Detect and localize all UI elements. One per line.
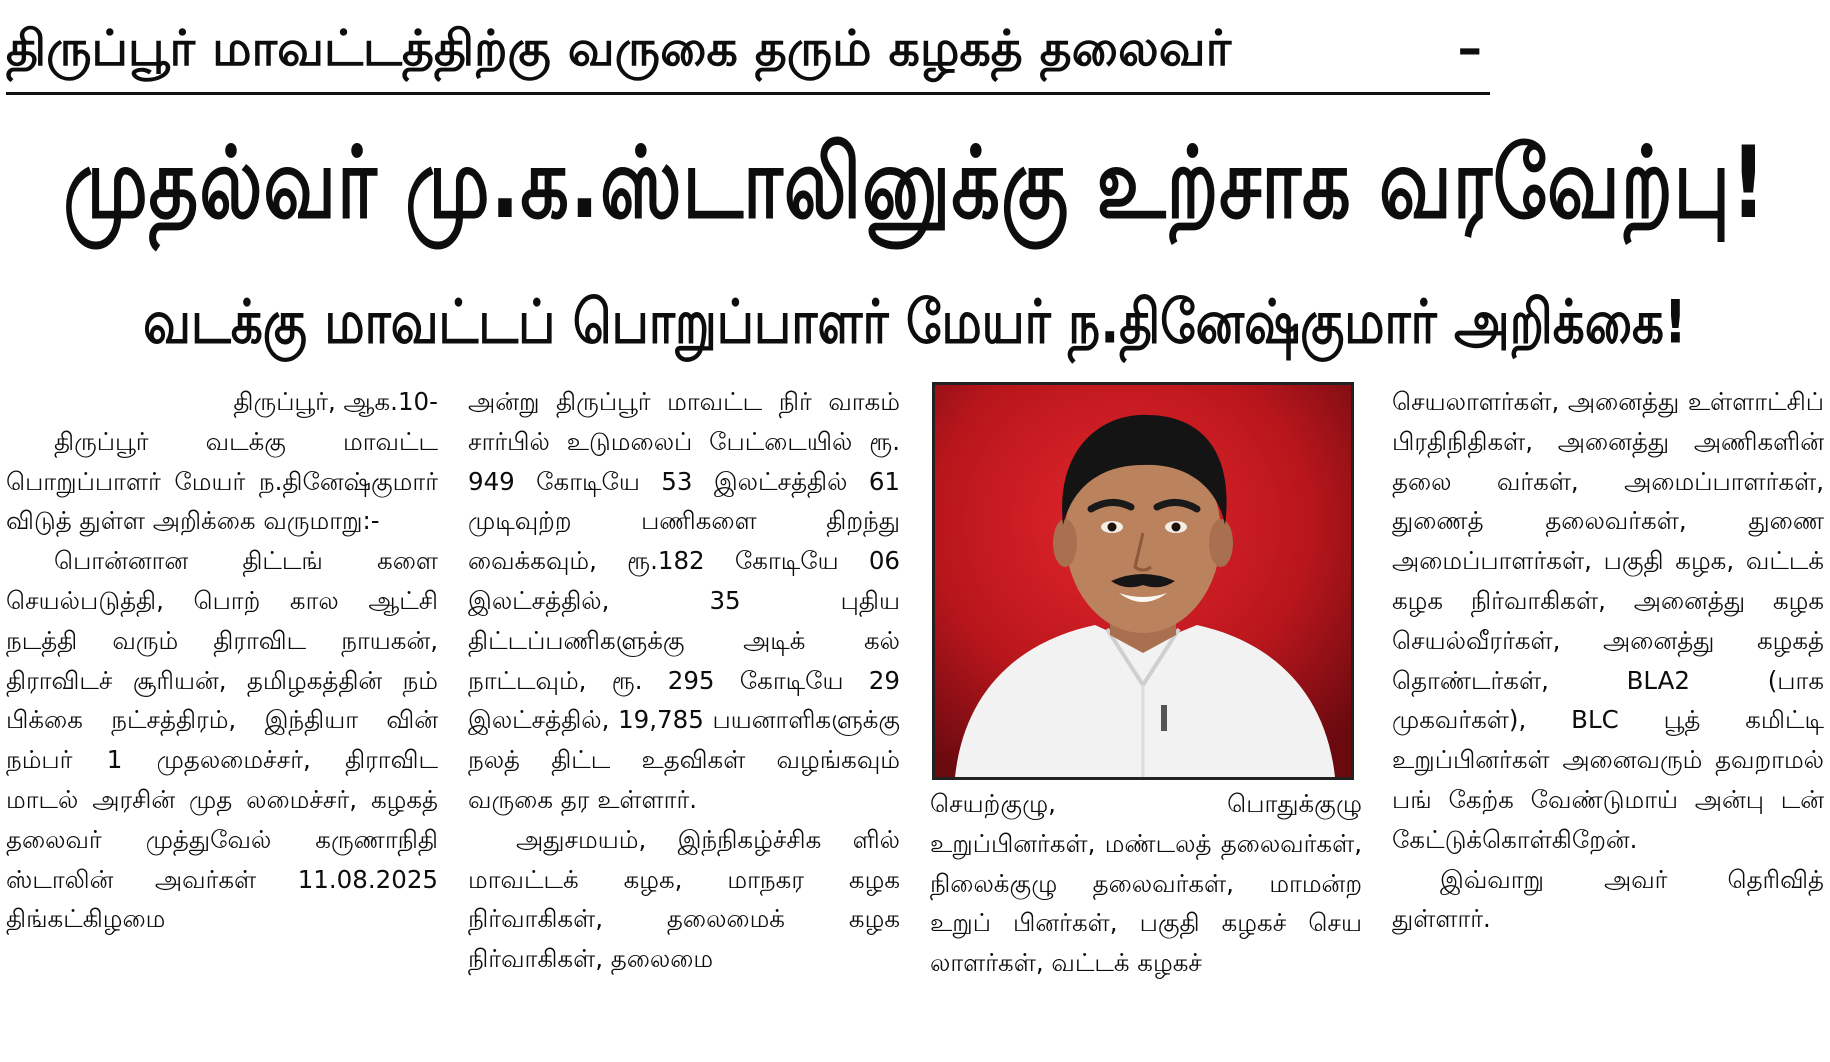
portrait-illustration [935,385,1351,777]
article-column-4 [1392,382,1824,1062]
paragraph: அன்று திருப்பூர் மாவட்ட நிர் வாகம் சார்பில் உடுமலைப் பேட்டையில் ரூ. 949 கோடியே 53 இலட்சத்தில் 61 முடிவுற்ற பணிகளை திறந்து வைக்கவும், ரூ.182 கோடியே 06 இலட்சத்தில், 35 புதிய திட்டப்பணிகளுக்கு அடிக் கல் நாட்டவும், ரூ. 295 கோடியே 29 இலட்சத்தில், 19,785 பயனாளிகளுக்கு நலத் திட்ட உதவிகள் வழங்கவும் வருகை தர உள்ளார். [468,387,900,814]
mayor-portrait-photo [932,382,1354,780]
paragraph: பொன்னான திட்டங் களை செயல்படுத்தி, பொற் கால ஆட்சி நடத்தி வரும் திராவிட நாயகன், திராவிடச் சூரியன், தமிழகத்தின் நம் பிக்கை நட்சத்திரம், இந்தியா வின் நம்பர் 1 முதலமைச்சர், திராவிட மாடல் அரசின் முத லமைச்சர், கழகத் தலைவர் முத்துவேல் கருணாநிதி ஸ்டாலின் அவர்கள் 11.08.2025 திங்கட்கிழமை [6,546,438,934]
pen-in-pocket [1161,705,1167,731]
paragraph: அதுசமயம், இந்நிகழ்ச்சிக ளில் மாவட்டக் கழக, மாநகர கழக நிர்வாகிகள், தலைமைக் கழக நிர்வாகிகள், தலைமை [468,824,900,974]
article-column-2 [468,382,900,1062]
main-headline: முதல்வர் மு.க.ஸ்டாலினுக்கு உற்சாக வரவேற்பு! [63,124,1767,241]
paragraph: செயற்குழு, பொதுக்குழு உறுப்பினர்கள், மண்டலத் தலைவர்கள், நிலைக்குழு தலைவர்கள், மாமன்ற உறுப் பினர்கள், பகுதி கழகச் செய லாளர்கள், வட்டக் கழகச் [930,789,1362,978]
sub-headline: வடக்கு மாவட்டப் பொறுப்பாளர் மேயர் ந.தினேஷ்குமார் அறிக்கை! [143,287,1687,357]
paragraph: திருப்பூர் வடக்கு மாவட்ட பொறுப்பாளர் மேயர் ந.தினேஷ்குமார் விடுத் துள்ள அறிக்கை வருமாறு:- [6,426,438,536]
kicker-dash: – [1457,20,1482,77]
article-column-1 [6,382,438,1062]
paragraph: இவ்வாறு அவர் தெரிவித் துள்ளார். [1392,864,1824,934]
left-ear [1053,519,1077,567]
paragraph: செயலாளர்கள், அனைத்து உள்ளாட்சிப் பிரதிநிதிகள், அனைத்து அணிகளின் தலை வர்கள், அமைப்பாளர்கள், துணைத் தலைவர்கள், துணை அமைப்பாளர்கள், பகுதி கழக, வட்டக் கழக நிர்வாகிகள், அனைத்து கழக செயல்வீரர்கள், அனைத்து கழகத் தொண்டர்கள், BLA2 (பாக முகவர்கள்), BLC பூத் கமிட்டி உறுப்பினர்கள் அனைவரும் தவறாமல் பங் கேற்க வேண்டுமாய் அன்பு டன் கேட்டுக்கொள்கிறேன். [1392,387,1824,854]
kicker-text: திருப்பூர் மாவட்டத்திற்கு வருகை தரும் கழகத் தலைவர் [6,20,1232,77]
dateline: திருப்பூர், ஆக.10- [233,387,438,416]
article-column-3 [930,784,1362,1062]
right-ear [1209,519,1233,567]
